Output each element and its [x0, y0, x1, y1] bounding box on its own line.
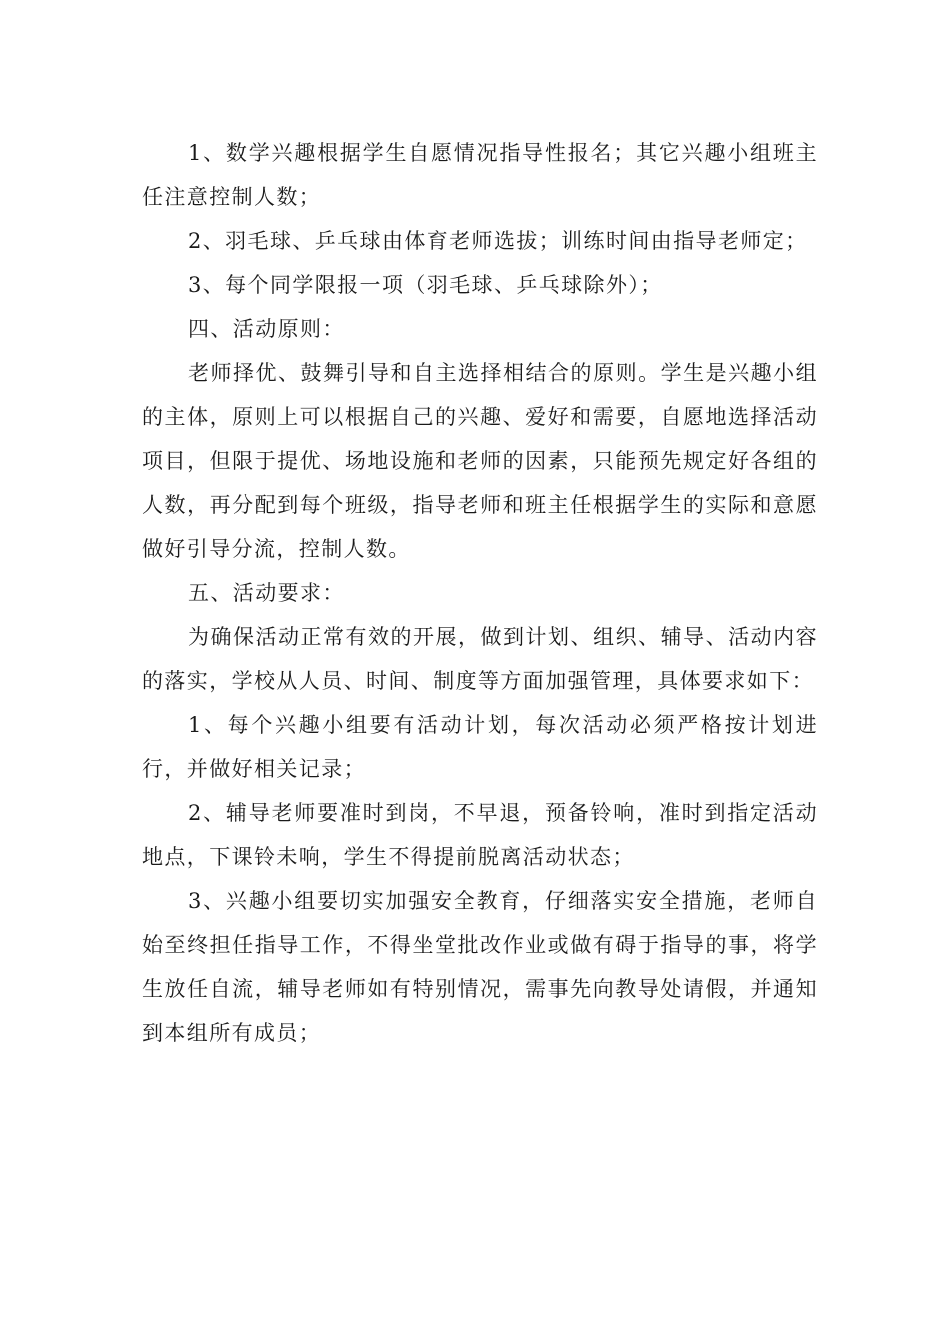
paragraph-requirement-2: 2、辅导老师要准时到岗，不早退，预备铃响，准时到指定活动地点，下课铃未响，学生不得提前脱离活动状态； — [142, 801, 818, 869]
section-heading-principles: 四、活动原则： — [188, 317, 345, 341]
paragraph-requirement-1: 1、每个兴趣小组要有活动计划，每次活动必须严格按计划进行，并做好相关记录； — [142, 713, 818, 781]
paragraph-principles: 老师择优、鼓舞引导和自主选择相结合的原则。学生是兴趣小组的主体，原则上可以根据自己的兴趣、爱好和需要，自愿地选择活动项目，但限于提优、场地设施和老师的因素，只能预先规定好各组的人数，再分配到每个班级，指导老师和班主任根据学生的实际和意愿做好引导分流，控制人数。 — [142, 361, 818, 561]
paragraph-signup-rule-2: 2、羽毛球、乒乓球由体育老师选拔；训练时间由指导老师定； — [188, 229, 808, 253]
paragraph-requirement-3: 3、兴趣小组要切实加强安全教育，仔细落实安全措施，老师自始至终担任指导工作，不得坐堂批改作业或做有碍于指导的事，将学生放任自流，辅导老师如有特别情况，需事先向教导处请假，并通知到本组所有成员； — [142, 889, 818, 1045]
document-body — [142, 131, 818, 1055]
paragraph-signup-rule-1: 1、数学兴趣根据学生自愿情况指导性报名；其它兴趣小组班主任注意控制人数； — [142, 141, 818, 209]
paragraph-signup-rule-3: 3、每个同学限报一项（羽毛球、乒乓球除外）； — [188, 273, 663, 297]
section-heading-requirements: 五、活动要求： — [188, 581, 345, 605]
paragraph-requirements-intro: 为确保活动正常有效的开展，做到计划、组织、辅导、活动内容的落实，学校从人员、时间、制度等方面加强管理，具体要求如下： — [142, 625, 818, 693]
